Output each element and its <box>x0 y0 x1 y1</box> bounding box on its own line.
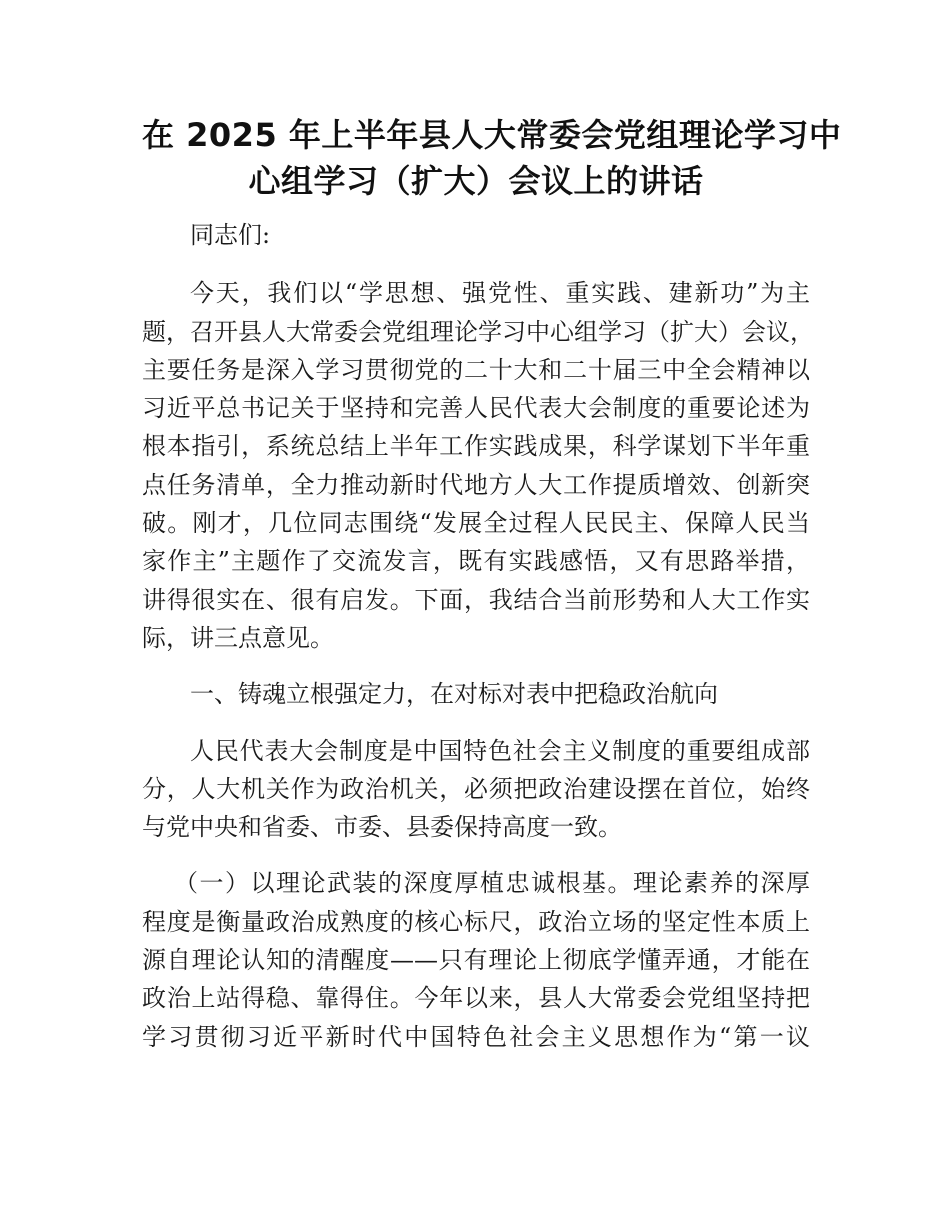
paragraph-line: 讲得很实在、很有启发。下面，我结合当前形势和人大工作实 <box>142 585 810 614</box>
paragraph-line: 分，人大机关作为政治机关，必须把政治建设摆在首位，始终 <box>142 774 810 803</box>
section-intro-paragraph <box>142 732 810 847</box>
title-line: 在 2025 年上半年县人大常委会党组理论学习中 <box>142 116 842 154</box>
document-page <box>142 112 842 1056</box>
paragraph-line: 人民代表大会制度是中国特色社会主义制度的重要组成部 <box>190 736 810 765</box>
section-heading-text: 一、铸魂立根强定力，在对标对表中把稳政治航向 <box>190 680 718 709</box>
subsection-paragraph <box>142 864 810 1055</box>
salutation-text: 同志们: <box>190 221 271 249</box>
paragraph-line: 家作主”主题作了交流发言，既有实践感悟，又有思路举措， <box>142 547 810 576</box>
paragraph-line: 政治上站得稳、靠得住。今年以来，县人大常委会党组坚持把 <box>142 984 810 1013</box>
paragraph-line: 根本指引，系统总结上半年工作实践成果，科学谋划下半年重 <box>142 432 810 461</box>
paragraph-line: 程度是衡量政治成熟度的核心标尺，政治立场的坚定性本质上 <box>142 907 810 936</box>
paragraph-line: 点任务清单，全力推动新时代地方人大工作提质增效、创新突 <box>142 470 810 499</box>
salutation <box>142 216 810 254</box>
paragraph-line: 与党中央和省委、市委、县委保持高度一致。 <box>142 813 622 842</box>
document-title <box>142 112 842 204</box>
intro-paragraph <box>142 274 814 657</box>
paragraph-line: （一）以理论武装的深度厚植忠诚根基。理论素养的深厚 <box>174 869 810 898</box>
paragraph-line: 学习贯彻习近平新时代中国特色社会主义思想作为“第一议 <box>142 1022 810 1051</box>
title-line: 心组学习（扩大）会议上的讲话 <box>248 162 704 200</box>
paragraph-line: 习近平总书记关于坚持和完善人民代表大会制度的重要论述为 <box>142 394 810 423</box>
paragraph-line: 今天，我们以“学思想、强党性、重实践、建新功”为主 <box>190 279 810 308</box>
paragraph-line: 际，讲三点意见。 <box>142 623 334 652</box>
paragraph-line: 源自理论认知的清醒度——只有理论上彻底学懂弄通，才能在 <box>142 946 810 975</box>
paragraph-line: 破。刚才，几位同志围绕“发展全过程人民民主、保障人民当 <box>142 509 810 538</box>
section-heading <box>142 675 810 713</box>
paragraph-line: 题，召开县人大常委会党组理论学习中心组学习（扩大）会议， <box>142 317 814 346</box>
paragraph-line: 主要任务是深入学习贯彻党的二十大和二十届三中全会精神以 <box>142 355 810 384</box>
